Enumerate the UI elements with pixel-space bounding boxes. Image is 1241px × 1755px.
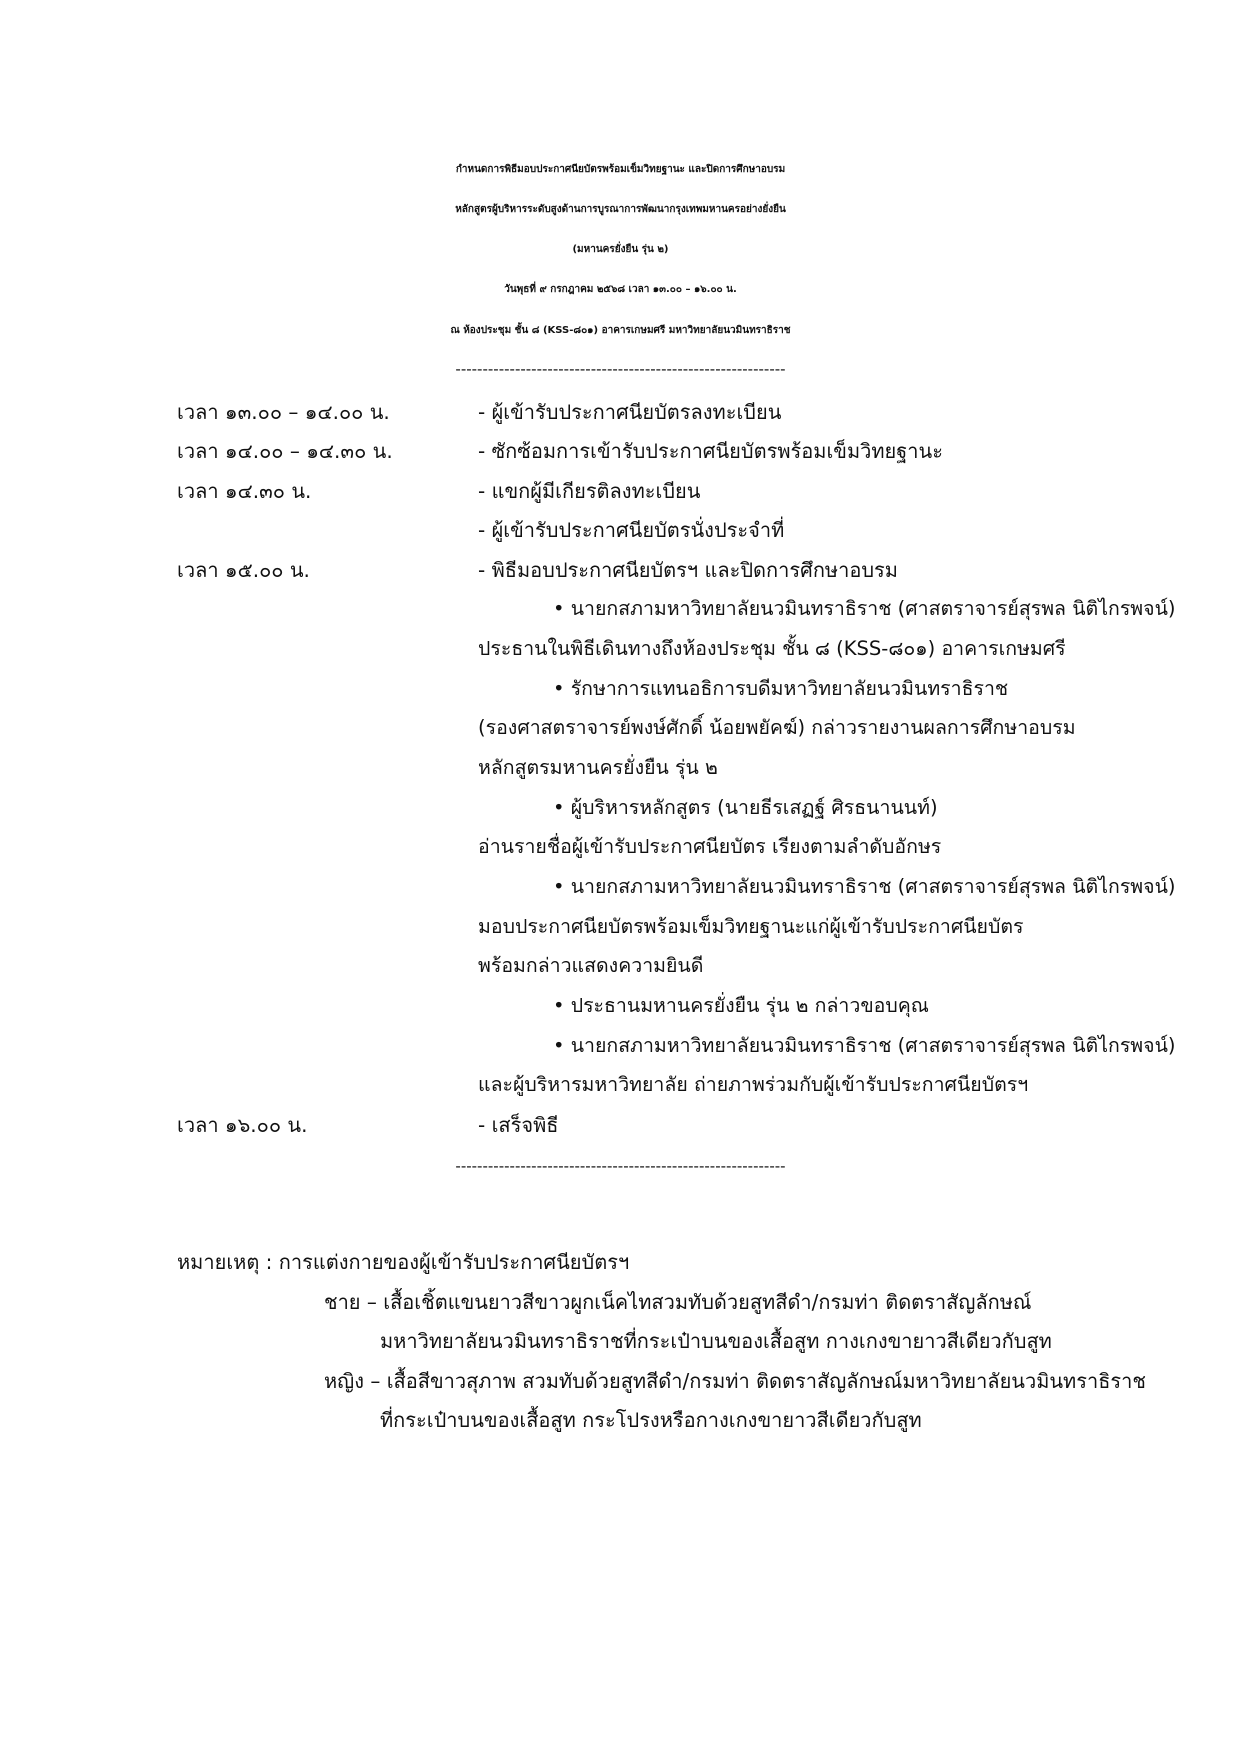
activity-5: - เสร็จพิธี xyxy=(478,1113,559,1137)
ceremony-bullet-2-cont-1: (รองศาสตราจารย์พงษ์ศักดิ์ น้อยพยัคฆ์) กล่าวรายงานผลการศึกษาอบรม xyxy=(478,716,1076,739)
ceremony-bullet-6-cont: และผู้บริหารมหาวิทยาลัย ถ่ายภาพร่วมกับผู้เข้ารับประกาศนียบัตรฯ xyxy=(478,1073,1029,1096)
activity-3: - แขกผู้มีเกียรติลงทะเบียน xyxy=(478,479,701,503)
note-female: หญิง – เสื้อสีขาวสุภาพ สวมทับด้วยสูทสีดำ/กรมท่า ติดตราสัญลักษณ์มหาวิทยาลัยนวมินทราธิราช xyxy=(324,1369,1146,1393)
ceremony-bullet-5: • ประธานมหานครยั่งยืน รุ่น ๒ กล่าวขอบคุณ xyxy=(553,994,929,1017)
note-title: หมายเหตุ : การแต่งกายของผู้เข้ารับประกาศนียบัตรฯ xyxy=(177,1250,630,1274)
ceremony-bullet-4: • นายกสภามหาวิทยาลัยนวมินทราธิราช (ศาสตราจารย์สุรพล นิติไกรพจน์) xyxy=(553,875,1176,898)
divider-top: ------------------------------------------------------------- xyxy=(455,360,786,378)
time-1: เวลา ๑๓.๐๐ – ๑๔.๐๐ น. xyxy=(177,400,390,424)
title-line-5: ณ ห้องประชุม ชั้น ๘ (KSS-๘๐๑) อาคารเกษมศรี มหาวิทยาลัยนวมินทราธิราช xyxy=(450,325,791,336)
title-line-2: หลักสูตรผู้บริหารระดับสูงด้านการบูรณาการพัฒนากรุงเทพมหานครอย่างยั่งยืน xyxy=(455,204,786,215)
title-line-3: (มหานครยั่งยืน รุ่น ๒) xyxy=(572,244,669,255)
ceremony-bullet-1-cont: ประธานในพิธีเดินทางถึงห้องประชุม ชั้น ๘ (KSS-๘๐๑) อาคารเกษมศรี xyxy=(478,637,1066,660)
time-4: เวลา ๑๕.๐๐ น. xyxy=(177,558,310,582)
ceremony-bullet-4-cont-2: พร้อมกล่าวแสดงความยินดี xyxy=(478,954,704,977)
activity-2: - ซักซ้อมการเข้ารับประกาศนียบัตรพร้อมเข็มวิทยฐานะ xyxy=(478,439,943,463)
ceremony-bullet-2: • รักษาการแทนอธิการบดีมหาวิทยาลัยนวมินทราธิราช xyxy=(553,677,1009,700)
time-5: เวลา ๑๖.๐๐ น. xyxy=(177,1113,308,1137)
activity-1: - ผู้เข้ารับประกาศนียบัตรลงทะเบียน xyxy=(478,400,782,424)
time-3: เวลา ๑๔.๓๐ น. xyxy=(177,479,312,503)
activity-3b: - ผู้เข้ารับประกาศนียบัตรนั่งประจำที่ xyxy=(478,518,785,542)
divider-bottom: ------------------------------------------------------------- xyxy=(455,1157,786,1175)
title-line-1: กำหนดการพิธีมอบประกาศนียบัตรพร้อมเข็มวิทยฐานะ และปิดการศึกษาอบรม xyxy=(455,164,786,175)
note-male-cont: มหาวิทยาลัยนวมินทราธิราชที่กระเป๋าบนของเสื้อสูท กางเกงขายาวสีเดียวกับสูท xyxy=(380,1329,1052,1353)
ceremony-bullet-4-cont-1: มอบประกาศนียบัตรพร้อมเข็มวิทยฐานะแก่ผู้เข้ารับประกาศนียบัตร xyxy=(478,915,1024,938)
activity-4: - พิธีมอบประกาศนียบัตรฯ และปิดการศึกษาอบรม xyxy=(478,558,898,582)
note-female-cont: ที่กระเป๋าบนของเสื้อสูท กระโปรงหรือกางเกงขายาวสีเดียวกับสูท xyxy=(380,1408,922,1432)
title-line-4: วันพุธที่ ๙ กรกฎาคม ๒๕๖๘ เวลา ๑๓.๐๐ – ๑๖.๐๐ น. xyxy=(504,284,737,295)
ceremony-bullet-2-cont-2: หลักสูตรมหานครยั่งยืน รุ่น ๒ xyxy=(478,756,718,779)
ceremony-bullet-6: • นายกสภามหาวิทยาลัยนวมินทราธิราช (ศาสตราจารย์สุรพล นิติไกรพจน์) xyxy=(553,1034,1176,1057)
time-2: เวลา ๑๔.๐๐ – ๑๔.๓๐ น. xyxy=(177,439,393,463)
ceremony-bullet-1: • นายกสภามหาวิทยาลัยนวมินทราธิราช (ศาสตราจารย์สุรพล นิติไกรพจน์) xyxy=(553,597,1176,620)
ceremony-bullet-3-cont: อ่านรายชื่อผู้เข้ารับประกาศนียบัตร เรียงตามลำดับอักษร xyxy=(478,835,942,858)
note-male: ชาย – เสื้อเชิ้ตแขนยาวสีขาวผูกเน็คไทสวมทับด้วยสูทสีดำ/กรมท่า ติดตราสัญลักษณ์ xyxy=(324,1290,1032,1314)
ceremony-bullet-3: • ผู้บริหารหลักสูตร (นายธีรเสฏฐ์ ศิรธนานนท์) xyxy=(553,796,938,819)
